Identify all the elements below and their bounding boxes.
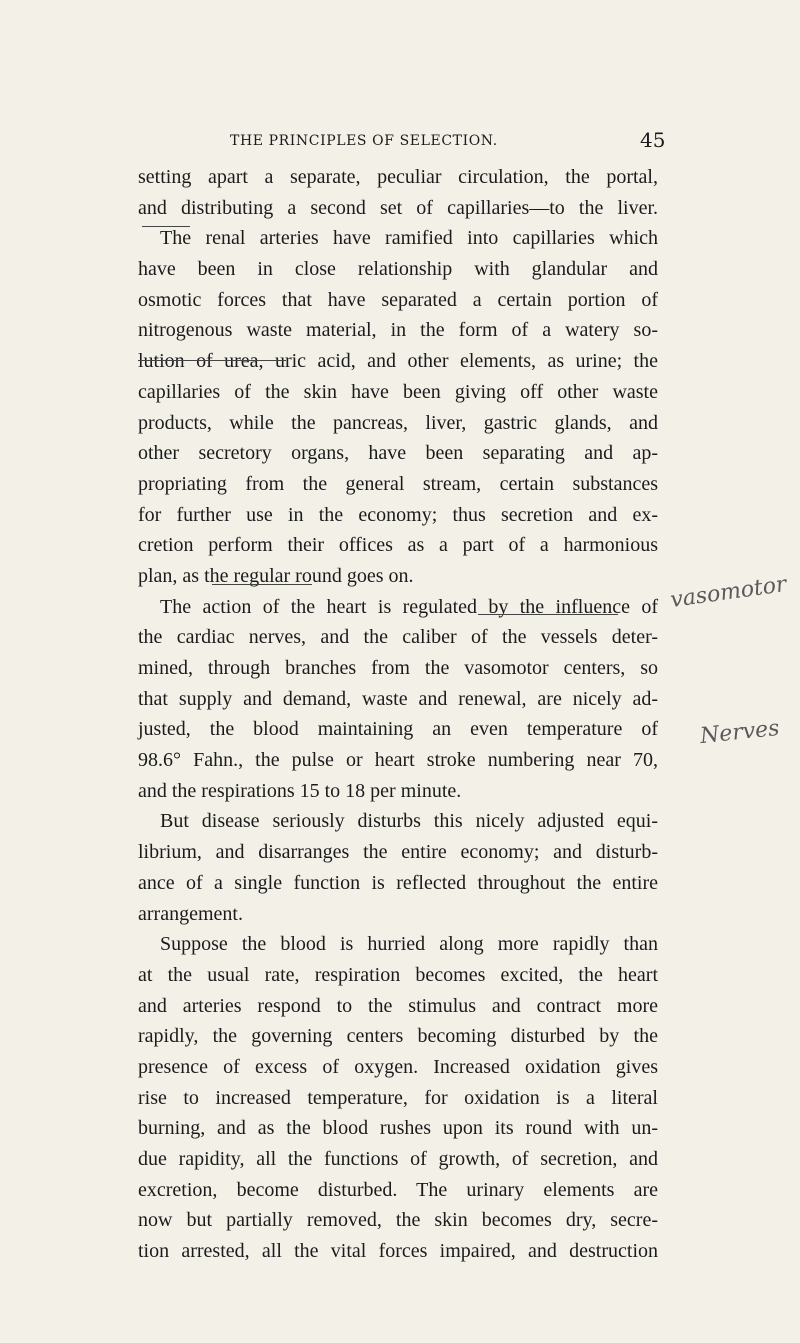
text-line: osmotic forces that have separated a certain portion of xyxy=(138,288,658,311)
text-line: The renal arteries have ramified into capillaries which xyxy=(160,227,658,250)
text-line: Suppose the blood is hurried along more rapidly than xyxy=(160,933,658,956)
text-line: arrangement. xyxy=(138,902,243,925)
text-line: But disease seriously disturbs this nicely adjusted equi- xyxy=(160,810,658,833)
running-title: THE PRINCIPLES OF SELECTION. xyxy=(230,133,498,149)
text-line: The action of the heart is regulated by the influence of xyxy=(160,595,658,618)
text-line: tion arrested, all the vital forces impaired, and destruction xyxy=(138,1240,658,1263)
text-line: cretion perform their offices as a part of a harmonious xyxy=(138,534,658,557)
pencil-underline xyxy=(212,584,312,585)
text-line: and distributing a second set of capillaries—to the liver. xyxy=(138,196,658,219)
text-line: at the usual rate, respiration becomes excited, the heart xyxy=(138,963,658,986)
text-line: presence of excess of oxygen. Increased oxidation gives xyxy=(138,1055,658,1078)
text-line: for further use in the economy; thus secretion and ex- xyxy=(138,503,658,526)
text-line: products, while the pancreas, liver, gastric glands, and xyxy=(138,411,658,434)
text-line: ance of a single function is reflected throughout the entire xyxy=(138,871,658,894)
text-line: that supply and demand, waste and renewal, are nicely ad- xyxy=(138,687,658,710)
text-line: have been in close relationship with glandular and xyxy=(138,258,658,281)
text-line: rise to increased temperature, for oxidation is a literal xyxy=(138,1086,658,1109)
text-line: excretion, become disturbed. The urinary elements are xyxy=(138,1178,658,1201)
text-line: and arteries respond to the stimulus and contract more xyxy=(138,994,658,1017)
text-line: 98.6° Fahn., the pulse or heart stroke numbering near 70, xyxy=(138,749,658,772)
handwritten-note: vasomotor xyxy=(668,571,788,614)
pencil-underline xyxy=(478,614,618,615)
text-line: now but partially removed, the skin becomes dry, secre- xyxy=(138,1209,658,1232)
text-line: rapidly, the governing centers becoming disturbed by the xyxy=(138,1025,658,1048)
text-line: the cardiac nerves, and the caliber of the vessels deter- xyxy=(138,626,658,649)
text-line: lution of urea, uric acid, and other elements, as urine; the xyxy=(138,350,658,373)
pencil-underline xyxy=(138,360,286,361)
text-line: plan, as the regular round goes on. xyxy=(138,564,414,587)
text-line: and the respirations 15 to 18 per minute. xyxy=(138,779,462,802)
text-line: capillaries of the skin have been giving off other waste xyxy=(138,380,658,403)
text-line: mined, through branches from the vasomotor centers, so xyxy=(138,657,658,679)
page-number: 45 xyxy=(640,128,666,152)
body-text xyxy=(138,162,658,1267)
pencil-underline xyxy=(142,226,190,227)
text-line: librium, and disarranges the entire economy; and disturb- xyxy=(138,841,658,864)
text-line: burning, and as the blood rushes upon its round with un- xyxy=(138,1117,658,1140)
text-line: propriating from the general stream, certain substances xyxy=(138,472,658,495)
text-line: justed, the blood maintaining an even temperature of xyxy=(138,718,658,741)
text-line: other secretory organs, have been separating and ap- xyxy=(138,442,658,465)
handwritten-note: Nerves xyxy=(698,715,781,750)
text-line: nitrogenous waste material, in the form of a watery so- xyxy=(138,319,658,342)
text-line: setting apart a separate, peculiar circulation, the portal, xyxy=(138,166,658,188)
text-line: due rapidity, all the functions of growth, of secretion, and xyxy=(138,1148,658,1170)
